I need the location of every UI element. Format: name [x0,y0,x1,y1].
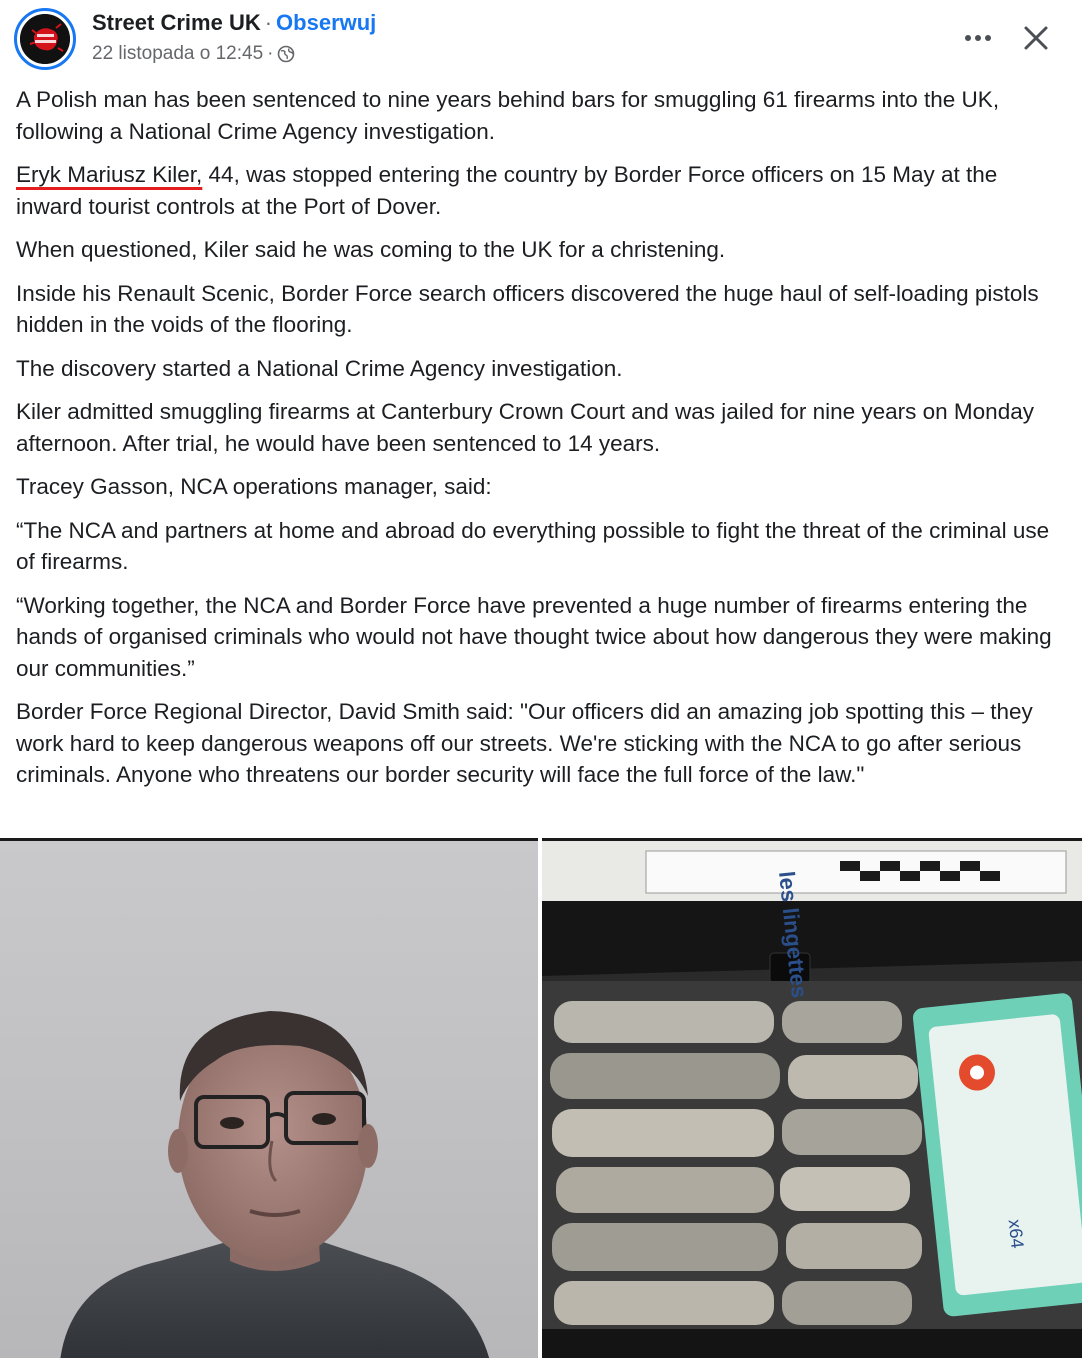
evidence-photo[interactable] [542,838,1082,1358]
post-paragraph: “Working together, the NCA and Border Force have prevented a huge number of firearms entering the hands of organised criminals who would not have thought twice about how dangerous they were making our communities.” [16,592,1052,681]
more-options-icon[interactable] [958,24,998,52]
meta-separator: · [267,43,274,64]
wipes-count: x64 [1004,1218,1028,1250]
post-paragraph [16,159,1066,222]
post-paragraph: “The NCA and partners at home and abroad do everything possible to fight the threat of the criminal use of firearms. [16,517,1050,574]
post-paragraph: Inside his Renault Scenic, Border Force search officers discovered the huge haul of self-loading pistols hidden in the voids of the flooring. [16,280,1039,337]
wipes-label: les lingettes [773,870,813,1000]
page-name-row [92,10,376,36]
post-paragraph: When questioned, Kiler said he was coming to the UK for a christening. [16,237,726,262]
post-images [0,838,1082,1358]
page-avatar[interactable] [14,8,76,70]
name-separator: · [264,10,273,35]
street-crime-logo [20,14,70,64]
post-paragraph: Tracey Gasson, NCA operations manager, said: [16,474,492,499]
highlighted-name: Eryk Mariusz Kiler, [16,162,203,187]
post-paragraph-rest: 44, was stopped entering the country by Border Force officers on 15 May at the inward tourist controls at the Port of Dover. [16,162,998,219]
post-paragraph: Kiler admitted smuggling firearms at Canterbury Crown Court and was jailed for nine years on Monday afternoon. After trial, he would have been sentenced to 14 years. [16,399,1034,456]
post-body [16,84,1066,803]
post-paragraph: The discovery started a National Crime Agency investigation. [16,355,623,381]
globe-icon [277,45,295,63]
page-name[interactable]: Street Crime UK [92,10,261,35]
post-paragraph: Border Force Regional Director, David Smith said: "Our officers did an amazing job spotting this – they work hard to keep dangerous weapons off our streets. We're sticking with the NCA to go after serious criminals. Anyone who threatens our border security will face the full force of the law." [16,699,1033,787]
close-icon[interactable] [1016,18,1056,58]
mugshot-photo[interactable] [0,838,538,1358]
follow-button[interactable]: Obserwuj [276,10,377,35]
post-meta [92,43,295,65]
post-timestamp[interactable]: 22 listopada o 12:45 [92,43,264,64]
post-paragraph: A Polish man has been sentenced to nine years behind bars for smuggling 61 firearms into the UK, following a National Crime Agency investigation. [16,87,1000,144]
evidence-scale-ruler [646,851,1066,893]
post-header [0,0,1082,80]
